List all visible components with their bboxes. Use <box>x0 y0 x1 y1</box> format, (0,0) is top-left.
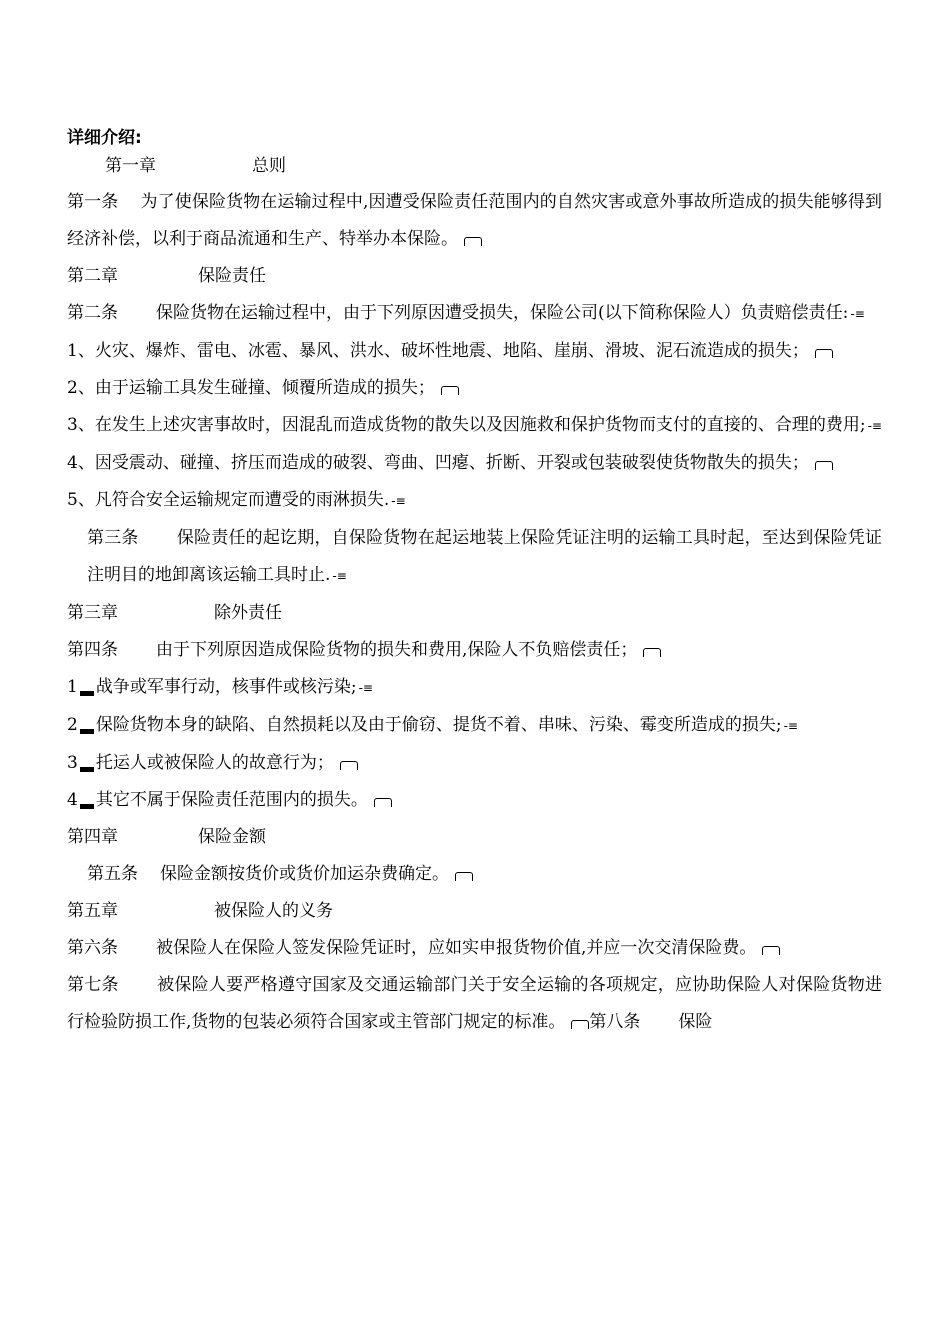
article-2-item-1: 1、火灾、爆炸、雷电、冰雹、暴风、洪水、破坏性地震、地陷、崖崩、滑坡、泥石流造成的损失； <box>67 333 882 370</box>
article-text: 被保险人要严格遵守国家及交通运输部门关于安全运输的各项规定，应协助保险人对保险货物进行检验防损工作,货物的包装必须符合国家或主管部门规定的标准。 <box>67 975 883 1032</box>
article-number: 第三条 <box>87 528 139 548</box>
item-text: 保险货物本身的缺陷、自然损耗以及由于偷窃、提货不着、串味、污染、霉变所造成的损失; <box>95 715 782 735</box>
item-number: 3 <box>67 415 78 435</box>
line-break-mark-icon: -≡ <box>391 494 406 508</box>
article-number: 第四条 <box>67 640 118 660</box>
item-number: 2 <box>67 378 78 398</box>
chapter-number: 第四章 <box>67 827 118 847</box>
article-5 <box>67 856 882 893</box>
item-text: 由于运输工具发生碰撞、倾覆所造成的损失； <box>94 378 435 398</box>
article-8-text: 保险 <box>678 1012 713 1032</box>
item-text: 火灾、爆炸、雷电、冰雹、暴风、洪水、破坏性地震、地陷、崖崩、滑坡、泥石流造成的损失； <box>94 341 809 361</box>
line-break-mark-icon: -≡ <box>332 569 347 583</box>
item-number: 3 <box>67 753 78 773</box>
paragraph-mark-icon <box>455 872 473 881</box>
article-2-item-4: 4、因受震动、碰撞、挤压而造成的破裂、弯曲、凹瘪、折断、开裂或包装破裂使货物散失的损失； <box>67 445 882 482</box>
line-break-mark-icon: -≡ <box>783 719 798 733</box>
chapter-number: 第一章 <box>105 156 156 176</box>
document-body <box>67 126 882 1041</box>
article-4 <box>67 632 882 669</box>
article-2-item-5: 5、凡符合安全运输规定而遭受的雨淋损失. -≡ <box>67 482 882 520</box>
tab-mark-icon <box>80 729 94 734</box>
chapter-title: 保险金额 <box>198 827 266 847</box>
article-number: 第七条 <box>67 975 119 995</box>
chapter-5-title <box>67 893 882 930</box>
article-8-number: 第八条 <box>589 1012 641 1032</box>
chapter-number: 第二章 <box>67 266 118 286</box>
paragraph-mark-icon <box>571 1020 589 1029</box>
item-text: 因受震动、碰撞、挤压而造成的破裂、弯曲、凹瘪、折断、开裂或包装破裂使货物散失的损失； <box>94 453 809 473</box>
item-number: 4 <box>67 790 78 810</box>
item-number: 4 <box>67 453 78 473</box>
article-1 <box>67 184 882 258</box>
chapter-1-title <box>67 152 882 180</box>
article-number: 第五条 <box>87 864 138 884</box>
article-text: 保险金额按货价或货价加运杂费确定。 <box>160 864 449 884</box>
article-4-item-2 <box>67 707 882 745</box>
tab-mark-icon <box>80 767 94 772</box>
article-3 <box>67 520 882 595</box>
article-2-item-2: 2、由于运输工具发生碰撞、倾覆所造成的损失； <box>67 370 882 407</box>
paragraph-mark-icon <box>815 461 833 470</box>
item-text: 在发生上述灾害事故时，因混乱而造成货物的散失以及因施救和保护货物而支付的直接的、合理的费用; <box>94 415 866 435</box>
document-heading: 详细介绍: <box>67 128 142 148</box>
chapter-4-title <box>67 819 882 856</box>
item-text: 凡符合安全运输规定而遭受的雨淋损失. <box>94 490 390 510</box>
paragraph-mark-icon <box>374 798 392 807</box>
paragraph-mark-icon <box>815 349 833 358</box>
chapter-title: 总则 <box>252 156 286 176</box>
paragraph-mark-icon <box>340 761 358 770</box>
article-number: 第六条 <box>67 938 118 958</box>
item-number: 5 <box>67 490 78 510</box>
article-7 <box>67 967 882 1041</box>
chapter-title: 保险责任 <box>198 266 266 286</box>
article-4-item-4 <box>67 782 882 819</box>
article-6 <box>67 930 882 967</box>
paragraph-mark-icon <box>762 946 780 955</box>
article-number: 第一条 <box>67 192 119 212</box>
chapter-title: 被保险人的义务 <box>214 901 333 921</box>
article-text: 被保险人在保险人签发保险凭证时，应如实申报货物价值,并应一次交清保险费。 <box>156 938 757 958</box>
article-2 <box>67 295 882 333</box>
paragraph-mark-icon <box>441 386 459 395</box>
article-4-item-1 <box>67 669 882 707</box>
article-4-item-3 <box>67 745 882 782</box>
chapter-title: 除外责任 <box>214 603 282 623</box>
article-text: 保险责任的起讫期，自保险货物在起运地装上保险凭证注明的运输工具时起，至达到保险凭证注明目的地卸离该运输工具时止. <box>87 528 883 585</box>
item-text: 战争或军事行动，核事件或核污染; <box>95 677 357 697</box>
chapter-2-title <box>67 258 882 295</box>
line-break-mark-icon: -≡ <box>867 419 882 433</box>
tab-mark-icon <box>80 691 94 696</box>
tab-mark-icon <box>80 804 94 809</box>
line-break-mark-icon: -≡ <box>850 307 865 321</box>
item-number: 2 <box>67 715 78 735</box>
article-text: 为了使保险货物在运输过程中,因遭受保险责任范围内的自然灾害或意外事故所造成的损失能够得到经济补偿，以利于商品流通和生产、特举办本保险。 <box>67 192 882 249</box>
paragraph-mark-icon <box>643 648 661 657</box>
item-number: 1 <box>67 677 78 697</box>
article-2-item-3: 3、在发生上述灾害事故时，因混乱而造成货物的散失以及因施救和保护货物而支付的直接的、合理的费用; -≡ <box>67 407 882 445</box>
article-text: 保险货物在运输过程中，由于下列原因遭受损失，保险公司(以下简称保险人）负责赔偿责任: <box>156 303 849 323</box>
item-text: 托运人或被保险人的故意行为； <box>95 753 334 773</box>
chapter-number: 第三章 <box>67 603 118 623</box>
paragraph-mark-icon <box>464 237 482 246</box>
item-text: 其它不属于保险责任范围内的损失。 <box>95 790 368 810</box>
item-number: 1 <box>67 341 78 361</box>
line-break-mark-icon: -≡ <box>358 681 373 695</box>
chapter-number: 第五章 <box>67 901 118 921</box>
article-text: 由于下列原因造成保险货物的损失和费用,保险人不负赔偿责任； <box>156 640 638 660</box>
chapter-3-title <box>67 595 882 632</box>
article-number: 第二条 <box>67 303 118 323</box>
